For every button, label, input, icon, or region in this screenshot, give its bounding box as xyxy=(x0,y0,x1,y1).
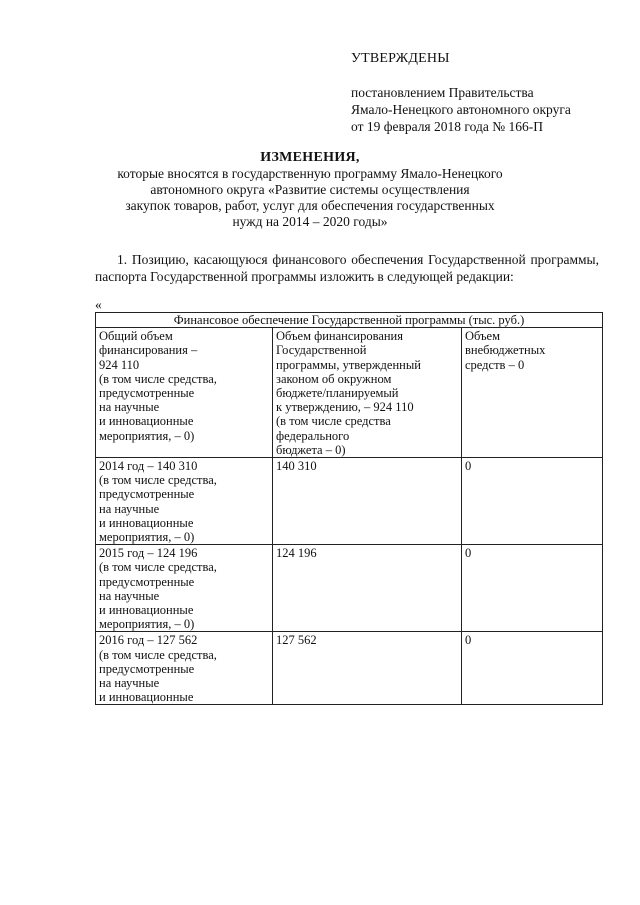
table-row xyxy=(96,545,603,632)
cell-line: к утверждению, – 924 110 xyxy=(276,400,414,415)
cell-line: Государственной xyxy=(276,343,367,358)
cell-line: (в том числе средства, xyxy=(99,560,217,575)
approval-line-3: от 19 февраля 2018 года № 166-П xyxy=(351,119,543,134)
cell-line: предусмотренные xyxy=(99,487,195,502)
cell-line: (в том числе средства xyxy=(276,414,391,429)
cell-line: федерального xyxy=(276,428,350,443)
cell-line: 2014 год – 140 310 xyxy=(99,459,198,474)
header-budget-cell xyxy=(273,328,462,458)
cell-line: бюджете/планируемый xyxy=(276,386,399,401)
document-title-block xyxy=(95,150,525,230)
row-extrabudget-cell: 0 xyxy=(462,545,603,632)
table-header-row xyxy=(96,328,603,458)
header-extrabudget-cell xyxy=(462,328,603,458)
cell-line: и инновационные xyxy=(99,690,194,705)
title-line-3: закупок товаров, работ, услуг для обеспечения государственных xyxy=(125,198,495,213)
financing-table xyxy=(95,312,603,705)
cell-line: Объем финансирования xyxy=(276,329,403,344)
cell-line: и инновационные xyxy=(99,414,194,429)
approval-heading: УТВЕРЖДЕНЫ xyxy=(351,51,450,66)
document-title: ИЗМЕНЕНИЯ, xyxy=(260,150,360,165)
row-budget-cell: 140 310 xyxy=(273,458,462,545)
cell-line: мероприятия, – 0) xyxy=(99,428,195,443)
cell-line: и инновационные xyxy=(99,603,194,618)
title-line-1: которые вносятся в государственную программу Ямало-Ненецкого xyxy=(117,166,503,181)
cell-line: предусмотренные xyxy=(99,574,195,589)
opening-quote-mark: « xyxy=(95,297,102,312)
cell-line: (в том числе средства, xyxy=(99,473,217,488)
cell-line: на научные xyxy=(99,588,160,603)
cell-line: (в том числе средства, xyxy=(99,371,217,386)
cell-line: бюджета – 0) xyxy=(276,442,346,457)
cell-line: внебюджетных xyxy=(465,343,546,358)
table-caption: Финансовое обеспечение Государственной программы (тыс. руб.) xyxy=(96,313,603,328)
cell-line: законом об окружном xyxy=(276,371,392,386)
table-row xyxy=(96,458,603,545)
cell-line: 924 110 xyxy=(99,357,140,372)
paragraph-1: 1. Позицию, касающуюся финансового обеспечения Государственной программы, паспорта Государственной программы изложить в следующей редакции: xyxy=(95,252,599,284)
cell-line: 2015 год – 124 196 xyxy=(99,546,198,561)
cell-line: на научные xyxy=(99,400,160,415)
approval-line-1: постановлением Правительства xyxy=(351,85,534,100)
cell-line: Общий объем xyxy=(99,329,173,344)
cell-line: на научные xyxy=(99,501,160,516)
cell-line: предусмотренные xyxy=(99,386,195,401)
row-year-cell xyxy=(96,545,273,632)
row-year-cell xyxy=(96,632,273,705)
approval-stamp xyxy=(351,50,571,135)
cell-line: 2016 год – 127 562 xyxy=(99,633,198,648)
cell-line: (в том числе средства, xyxy=(99,647,217,662)
title-line-4: нужд на 2014 – 2020 годы» xyxy=(232,214,388,229)
row-year-cell xyxy=(96,458,273,545)
cell-line: мероприятия, – 0) xyxy=(99,617,195,632)
cell-line: и инновационные xyxy=(99,515,194,530)
row-budget-cell: 127 562 xyxy=(273,632,462,705)
cell-line: на научные xyxy=(99,676,160,691)
cell-line: мероприятия, – 0) xyxy=(99,530,195,545)
cell-line: Объем xyxy=(465,329,500,344)
table-row xyxy=(96,632,603,705)
header-total-cell xyxy=(96,328,273,458)
title-line-2: автономного округа «Развитие системы осуществления xyxy=(150,182,470,197)
cell-line: программы, утвержденный xyxy=(276,357,421,372)
row-extrabudget-cell: 0 xyxy=(462,632,603,705)
cell-line: предусмотренные xyxy=(99,661,195,676)
row-budget-cell: 124 196 xyxy=(273,545,462,632)
row-extrabudget-cell: 0 xyxy=(462,458,603,545)
approval-line-2: Ямало-Ненецкого автономного округа xyxy=(351,102,571,117)
cell-line: финансирования – xyxy=(99,343,198,358)
cell-line: средств – 0 xyxy=(465,357,525,372)
